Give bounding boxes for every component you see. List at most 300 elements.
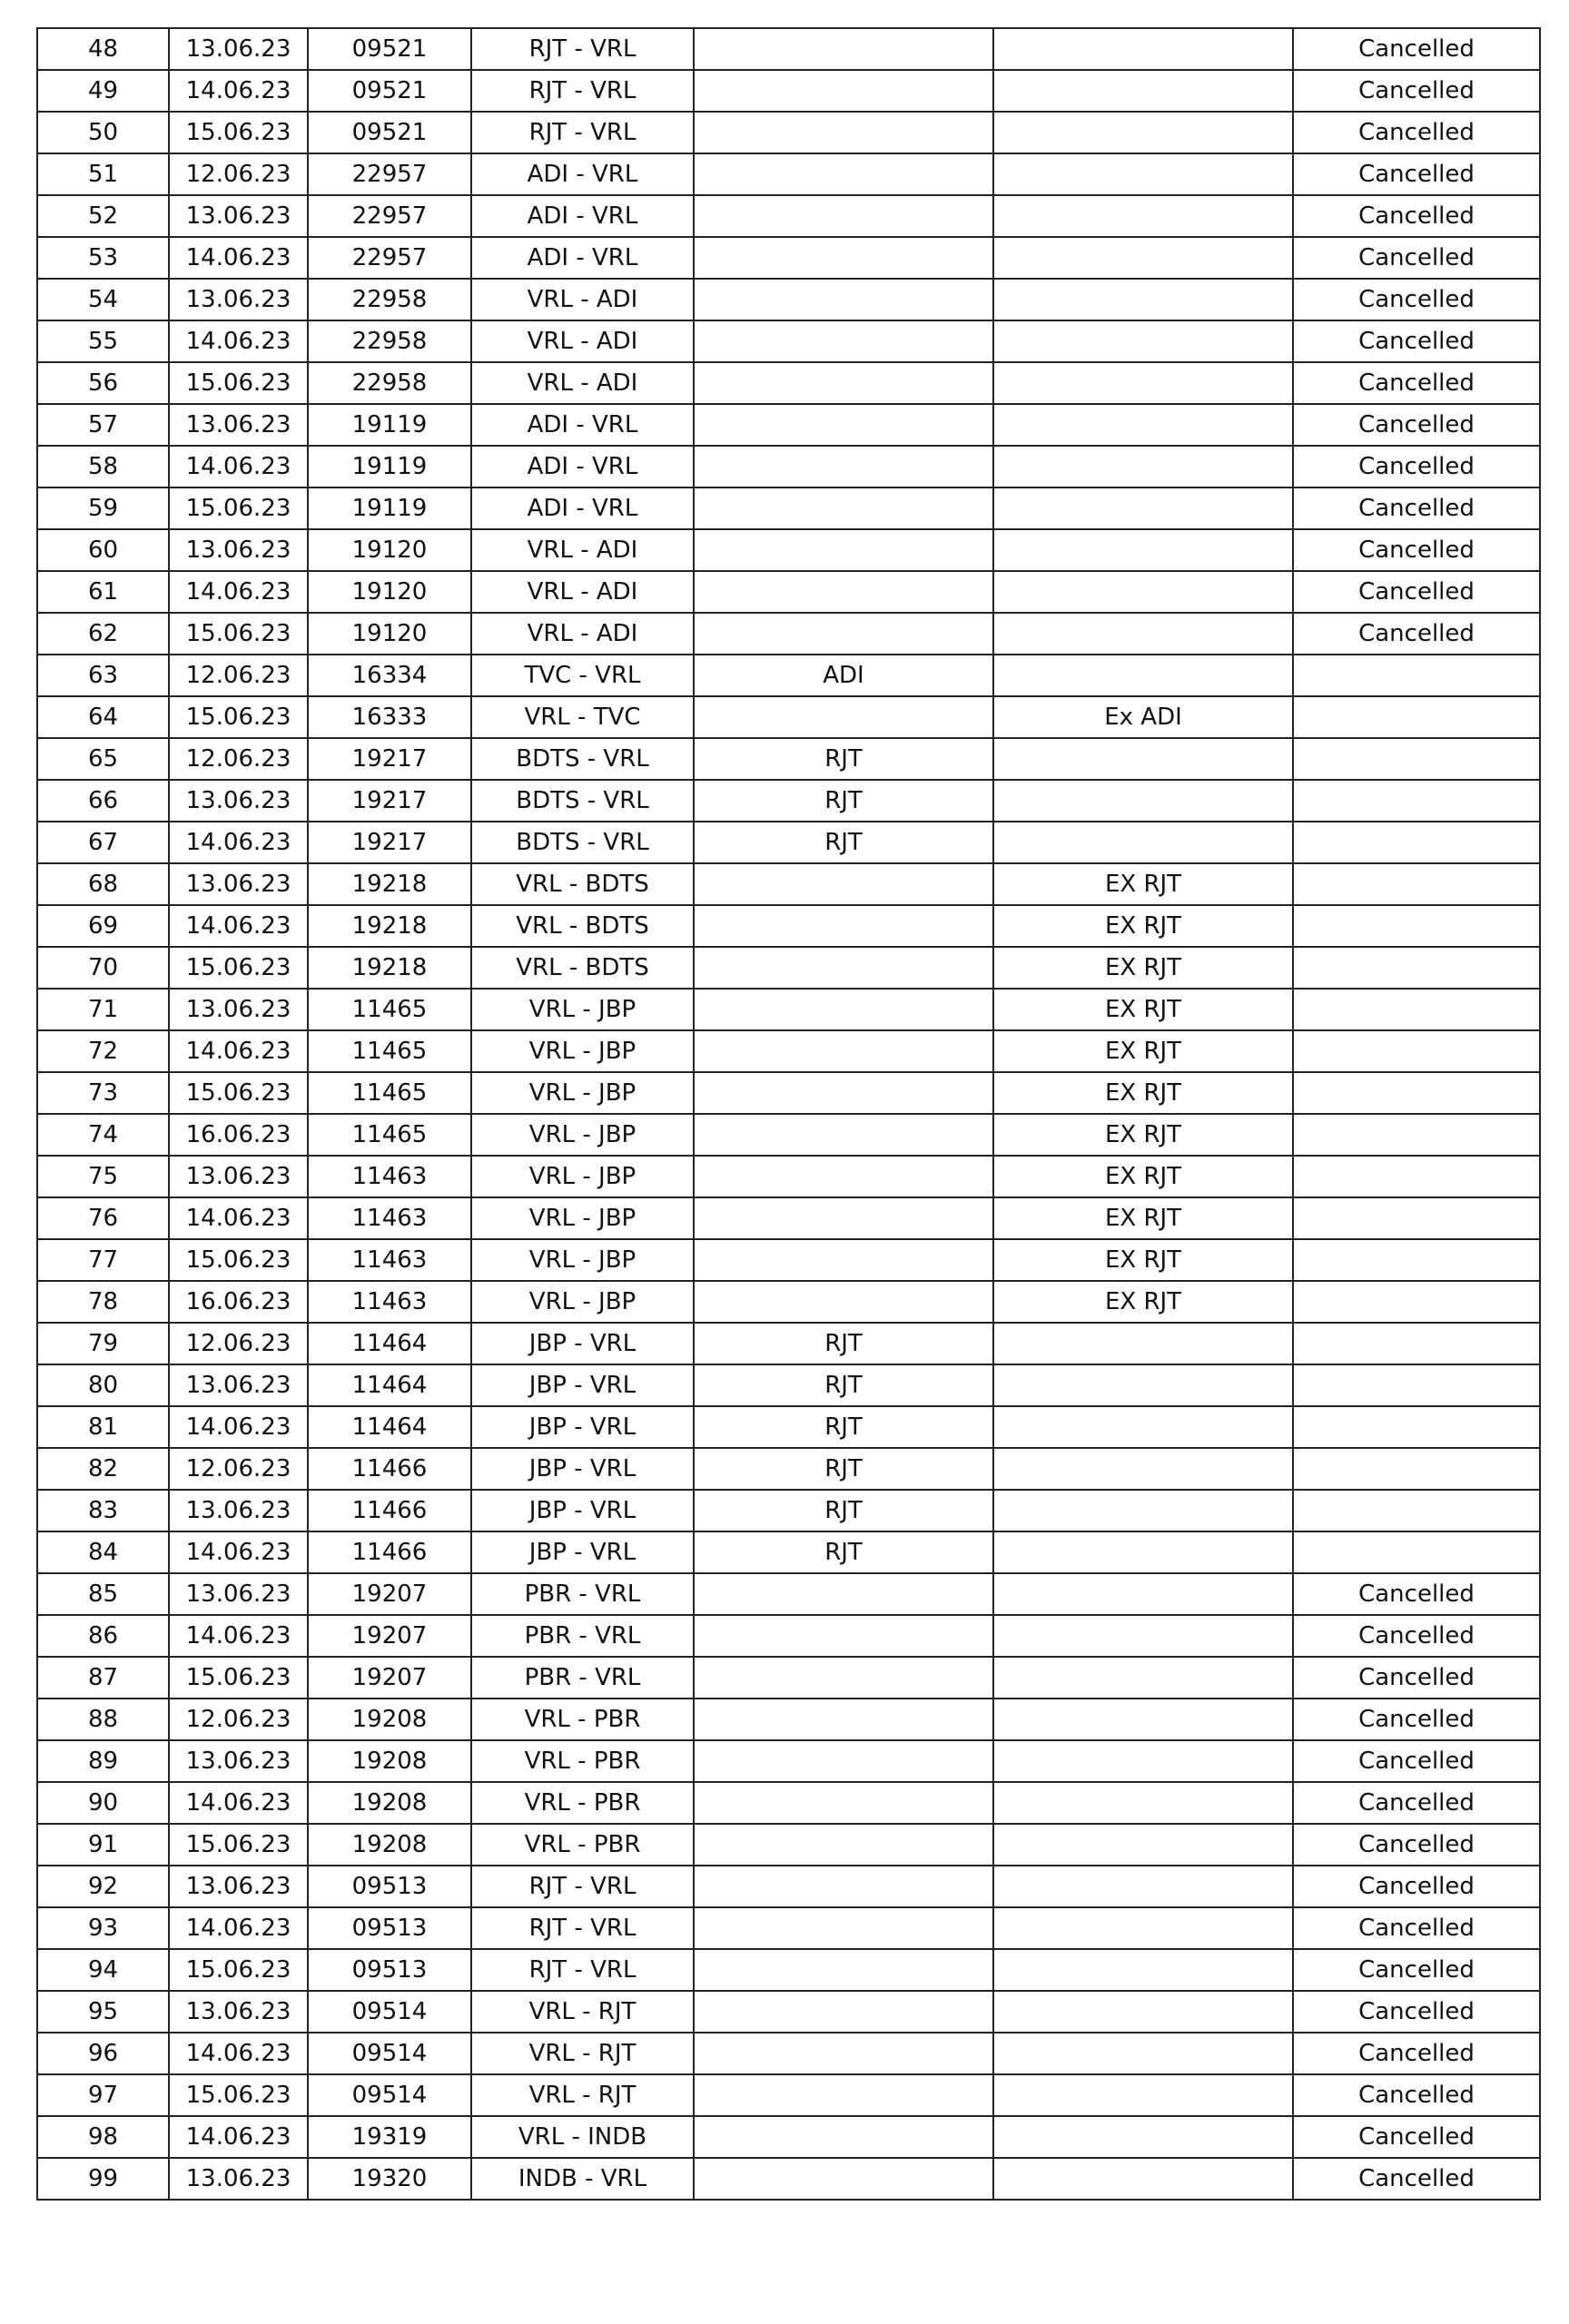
train-number-cell: 22958 [308,362,471,404]
short-originate-cell [993,70,1293,112]
short-terminate-cell [694,863,993,905]
train-number-cell: 11465 [308,1030,471,1072]
serial-number-cell: 75 [37,1156,169,1197]
status-cell: Cancelled [1293,362,1540,404]
short-terminate-cell [694,362,993,404]
status-cell: Cancelled [1293,237,1540,279]
route-cell: VRL - ADI [471,320,694,362]
serial-number-cell: 71 [37,989,169,1030]
status-cell: Cancelled [1293,1907,1540,1949]
route-cell: BDTS - VRL [471,738,694,780]
short-originate-cell: EX RJT [993,863,1293,905]
status-cell: Cancelled [1293,1615,1540,1657]
short-originate-cell: Ex ADI [993,696,1293,738]
short-originate-cell [993,28,1293,70]
route-cell: VRL - JBP [471,1281,694,1323]
date-cell: 14.06.23 [169,320,308,362]
route-cell: VRL - JBP [471,1072,694,1114]
route-cell: RJT - VRL [471,1907,694,1949]
route-cell: PBR - VRL [471,1615,694,1657]
date-cell: 13.06.23 [169,780,308,822]
route-cell: RJT - VRL [471,70,694,112]
short-terminate-cell [694,1030,993,1072]
date-cell: 13.06.23 [169,1866,308,1907]
short-originate-cell [993,1531,1293,1573]
short-terminate-cell [694,279,993,320]
short-terminate-cell [694,1615,993,1657]
route-cell: VRL - JBP [471,1239,694,1281]
table-row [37,404,1540,446]
route-cell: PBR - VRL [471,1657,694,1699]
train-number-cell: 09521 [308,112,471,153]
short-terminate-cell [694,2116,993,2158]
table-row [37,1406,1540,1448]
status-cell [1293,1364,1540,1406]
table-row [37,28,1540,70]
train-number-cell: 22958 [308,279,471,320]
route-cell: JBP - VRL [471,1323,694,1364]
train-number-cell: 16334 [308,655,471,696]
table-row [37,1907,1540,1949]
short-terminate-cell [694,195,993,237]
status-cell: Cancelled [1293,1949,1540,1991]
serial-number-cell: 83 [37,1490,169,1531]
table-row [37,822,1540,863]
route-cell: VRL - ADI [471,362,694,404]
serial-number-cell: 91 [37,1824,169,1866]
short-terminate-cell: RJT [694,738,993,780]
short-originate-cell: EX RJT [993,1239,1293,1281]
status-cell: Cancelled [1293,446,1540,487]
route-cell: PBR - VRL [471,1573,694,1615]
short-originate-cell [993,1824,1293,1866]
short-terminate-cell [694,1156,993,1197]
serial-number-cell: 57 [37,404,169,446]
serial-number-cell: 56 [37,362,169,404]
status-cell [1293,1239,1540,1281]
serial-number-cell: 90 [37,1782,169,1824]
status-cell: Cancelled [1293,1740,1540,1782]
date-cell: 13.06.23 [169,529,308,571]
serial-number-cell: 49 [37,70,169,112]
serial-number-cell: 73 [37,1072,169,1114]
short-originate-cell [993,822,1293,863]
date-cell: 15.06.23 [169,1072,308,1114]
date-cell: 15.06.23 [169,1657,308,1699]
table-row [37,905,1540,947]
status-cell [1293,989,1540,1030]
short-originate-cell [993,1323,1293,1364]
short-originate-cell [993,2116,1293,2158]
train-number-cell: 11466 [308,1531,471,1573]
train-number-cell: 09521 [308,70,471,112]
date-cell: 14.06.23 [169,1406,308,1448]
short-terminate-cell: RJT [694,780,993,822]
table-row [37,1573,1540,1615]
date-cell: 13.06.23 [169,279,308,320]
short-originate-cell: EX RJT [993,1281,1293,1323]
table-row [37,237,1540,279]
short-originate-cell [993,1782,1293,1824]
table-row [37,529,1540,571]
serial-number-cell: 88 [37,1699,169,1740]
serial-number-cell: 96 [37,2033,169,2074]
status-cell: Cancelled [1293,112,1540,153]
short-terminate-cell: RJT [694,1490,993,1531]
serial-number-cell: 55 [37,320,169,362]
short-terminate-cell [694,1740,993,1782]
serial-number-cell: 99 [37,2158,169,2200]
table-row [37,1490,1540,1531]
date-cell: 14.06.23 [169,1907,308,1949]
short-terminate-cell [694,1573,993,1615]
route-cell: VRL - BDTS [471,947,694,989]
short-terminate-cell: RJT [694,1448,993,1490]
date-cell: 15.06.23 [169,1239,308,1281]
short-originate-cell: EX RJT [993,1156,1293,1197]
date-cell: 13.06.23 [169,1156,308,1197]
table-row [37,2074,1540,2116]
serial-number-cell: 51 [37,153,169,195]
train-number-cell: 19218 [308,863,471,905]
status-cell [1293,738,1540,780]
serial-number-cell: 70 [37,947,169,989]
date-cell: 13.06.23 [169,863,308,905]
short-originate-cell [993,780,1293,822]
serial-number-cell: 81 [37,1406,169,1448]
status-cell: Cancelled [1293,1824,1540,1866]
route-cell: VRL - JBP [471,1197,694,1239]
date-cell: 14.06.23 [169,446,308,487]
serial-number-cell: 72 [37,1030,169,1072]
short-originate-cell [993,1657,1293,1699]
serial-number-cell: 87 [37,1657,169,1699]
short-terminate-cell [694,404,993,446]
short-terminate-cell [694,1949,993,1991]
short-terminate-cell [694,446,993,487]
route-cell: ADI - VRL [471,153,694,195]
train-number-cell: 19208 [308,1824,471,1866]
train-schedule-table [36,27,1541,2201]
status-cell [1293,1448,1540,1490]
short-terminate-cell [694,70,993,112]
short-originate-cell: EX RJT [993,1072,1293,1114]
status-cell [1293,780,1540,822]
short-originate-cell [993,446,1293,487]
status-cell: Cancelled [1293,2116,1540,2158]
train-number-cell: 19119 [308,404,471,446]
train-number-cell: 22957 [308,195,471,237]
short-terminate-cell [694,28,993,70]
train-number-cell: 09514 [308,1991,471,2033]
route-cell: VRL - RJT [471,2074,694,2116]
table-row [37,1114,1540,1156]
short-originate-cell: EX RJT [993,1114,1293,1156]
short-originate-cell [993,487,1293,529]
date-cell: 13.06.23 [169,1364,308,1406]
table-row [37,2033,1540,2074]
date-cell: 14.06.23 [169,822,308,863]
date-cell: 13.06.23 [169,1740,308,1782]
table-row [37,1699,1540,1740]
train-number-cell: 09521 [308,28,471,70]
route-cell: JBP - VRL [471,1406,694,1448]
date-cell: 14.06.23 [169,2116,308,2158]
train-number-cell: 09513 [308,1907,471,1949]
status-cell [1293,1030,1540,1072]
table-row [37,1991,1540,2033]
train-number-cell: 19119 [308,487,471,529]
route-cell: TVC - VRL [471,655,694,696]
status-cell: Cancelled [1293,404,1540,446]
date-cell: 14.06.23 [169,1782,308,1824]
date-cell: 12.06.23 [169,738,308,780]
table-row [37,780,1540,822]
route-cell: RJT - VRL [471,1866,694,1907]
date-cell: 14.06.23 [169,905,308,947]
status-cell [1293,905,1540,947]
date-cell: 15.06.23 [169,362,308,404]
serial-number-cell: 74 [37,1114,169,1156]
short-originate-cell [993,2158,1293,2200]
train-number-cell: 11464 [308,1364,471,1406]
status-cell: Cancelled [1293,2033,1540,2074]
serial-number-cell: 54 [37,279,169,320]
date-cell: 12.06.23 [169,1699,308,1740]
date-cell: 14.06.23 [169,1197,308,1239]
status-cell [1293,1323,1540,1364]
short-terminate-cell [694,1657,993,1699]
serial-number-cell: 84 [37,1531,169,1573]
short-terminate-cell [694,1239,993,1281]
route-cell: JBP - VRL [471,1448,694,1490]
table-row [37,613,1540,655]
route-cell: ADI - VRL [471,446,694,487]
short-originate-cell [993,279,1293,320]
serial-number-cell: 79 [37,1323,169,1364]
date-cell: 13.06.23 [169,1490,308,1531]
table-row [37,989,1540,1030]
table-row [37,1866,1540,1907]
train-number-cell: 19217 [308,738,471,780]
table-row [37,279,1540,320]
date-cell: 12.06.23 [169,1448,308,1490]
train-number-cell: 11464 [308,1323,471,1364]
status-cell: Cancelled [1293,2158,1540,2200]
train-number-cell: 19217 [308,822,471,863]
route-cell: BDTS - VRL [471,822,694,863]
short-originate-cell [993,1573,1293,1615]
date-cell: 15.06.23 [169,487,308,529]
status-cell: Cancelled [1293,1991,1540,2033]
serial-number-cell: 86 [37,1615,169,1657]
date-cell: 12.06.23 [169,1323,308,1364]
route-cell: VRL - JBP [471,1030,694,1072]
short-terminate-cell [694,905,993,947]
table-row [37,2116,1540,2158]
short-originate-cell [993,529,1293,571]
status-cell: Cancelled [1293,1657,1540,1699]
serial-number-cell: 52 [37,195,169,237]
serial-number-cell: 62 [37,613,169,655]
serial-number-cell: 98 [37,2116,169,2158]
status-cell: Cancelled [1293,1573,1540,1615]
short-terminate-cell [694,237,993,279]
short-terminate-cell [694,1197,993,1239]
serial-number-cell: 93 [37,1907,169,1949]
short-terminate-cell: RJT [694,1531,993,1573]
table-row [37,1657,1540,1699]
short-terminate-cell [694,696,993,738]
status-cell [1293,1531,1540,1573]
status-cell [1293,947,1540,989]
route-cell: VRL - PBR [471,1699,694,1740]
table-row [37,153,1540,195]
short-terminate-cell [694,1991,993,2033]
date-cell: 12.06.23 [169,655,308,696]
date-cell: 13.06.23 [169,404,308,446]
serial-number-cell: 59 [37,487,169,529]
short-originate-cell [993,571,1293,613]
serial-number-cell: 50 [37,112,169,153]
short-terminate-cell [694,571,993,613]
date-cell: 15.06.23 [169,1824,308,1866]
short-originate-cell [993,1448,1293,1490]
route-cell: RJT - VRL [471,112,694,153]
train-number-cell: 22957 [308,153,471,195]
route-cell: INDB - VRL [471,2158,694,2200]
serial-number-cell: 92 [37,1866,169,1907]
short-originate-cell [993,1699,1293,1740]
route-cell: RJT - VRL [471,28,694,70]
route-cell: VRL - JBP [471,1114,694,1156]
short-terminate-cell [694,153,993,195]
table-row [37,362,1540,404]
status-cell [1293,1197,1540,1239]
train-number-cell: 11463 [308,1197,471,1239]
train-number-cell: 11463 [308,1239,471,1281]
train-number-cell: 16333 [308,696,471,738]
date-cell: 14.06.23 [169,237,308,279]
route-cell: VRL - ADI [471,279,694,320]
train-number-cell: 19208 [308,1782,471,1824]
route-cell: JBP - VRL [471,1531,694,1573]
status-cell: Cancelled [1293,153,1540,195]
short-originate-cell [993,320,1293,362]
route-cell: VRL - BDTS [471,863,694,905]
date-cell: 13.06.23 [169,28,308,70]
train-number-cell: 22958 [308,320,471,362]
status-cell: Cancelled [1293,571,1540,613]
short-originate-cell [993,2033,1293,2074]
short-terminate-cell [694,112,993,153]
table-row [37,1030,1540,1072]
short-terminate-cell [694,320,993,362]
serial-number-cell: 60 [37,529,169,571]
status-cell [1293,1281,1540,1323]
serial-number-cell: 89 [37,1740,169,1782]
short-terminate-cell: RJT [694,1364,993,1406]
table-row [37,571,1540,613]
train-number-cell: 19119 [308,446,471,487]
table-row [37,863,1540,905]
status-cell [1293,1490,1540,1531]
short-originate-cell [993,655,1293,696]
short-originate-cell [993,1364,1293,1406]
route-cell: VRL - ADI [471,613,694,655]
table-row [37,1782,1540,1824]
date-cell: 15.06.23 [169,613,308,655]
table-row [37,320,1540,362]
table-row [37,446,1540,487]
route-cell: VRL - JBP [471,989,694,1030]
date-cell: 14.06.23 [169,70,308,112]
date-cell: 14.06.23 [169,1615,308,1657]
train-number-cell: 19207 [308,1657,471,1699]
train-number-cell: 22957 [308,237,471,279]
status-cell: Cancelled [1293,487,1540,529]
train-number-cell: 11463 [308,1156,471,1197]
route-cell: ADI - VRL [471,487,694,529]
train-number-cell: 11463 [308,1281,471,1323]
status-cell [1293,1156,1540,1197]
table-row [37,2158,1540,2200]
short-terminate-cell [694,1782,993,1824]
table-row [37,1239,1540,1281]
date-cell: 15.06.23 [169,696,308,738]
status-cell: Cancelled [1293,279,1540,320]
route-cell: ADI - VRL [471,237,694,279]
train-number-cell: 19120 [308,529,471,571]
table-row [37,70,1540,112]
short-terminate-cell [694,487,993,529]
route-cell: BDTS - VRL [471,780,694,822]
table-row [37,1156,1540,1197]
date-cell: 15.06.23 [169,947,308,989]
status-cell: Cancelled [1293,1699,1540,1740]
status-cell: Cancelled [1293,613,1540,655]
short-terminate-cell [694,1866,993,1907]
route-cell: VRL - RJT [471,2033,694,2074]
short-terminate-cell [694,1114,993,1156]
table-row [37,1072,1540,1114]
route-cell: VRL - PBR [471,1782,694,1824]
date-cell: 12.06.23 [169,153,308,195]
serial-number-cell: 97 [37,2074,169,2116]
serial-number-cell: 80 [37,1364,169,1406]
serial-number-cell: 53 [37,237,169,279]
serial-number-cell: 67 [37,822,169,863]
serial-number-cell: 68 [37,863,169,905]
short-terminate-cell [694,1824,993,1866]
short-originate-cell [993,738,1293,780]
route-cell: JBP - VRL [471,1490,694,1531]
serial-number-cell: 94 [37,1949,169,1991]
serial-number-cell: 58 [37,446,169,487]
status-cell: Cancelled [1293,28,1540,70]
train-number-cell: 11465 [308,1114,471,1156]
short-originate-cell [993,1866,1293,1907]
serial-number-cell: 63 [37,655,169,696]
route-cell: VRL - PBR [471,1824,694,1866]
train-number-cell: 19217 [308,780,471,822]
short-terminate-cell [694,1699,993,1740]
train-number-cell: 19207 [308,1573,471,1615]
status-cell: Cancelled [1293,529,1540,571]
short-terminate-cell [694,1281,993,1323]
serial-number-cell: 78 [37,1281,169,1323]
date-cell: 14.06.23 [169,2033,308,2074]
